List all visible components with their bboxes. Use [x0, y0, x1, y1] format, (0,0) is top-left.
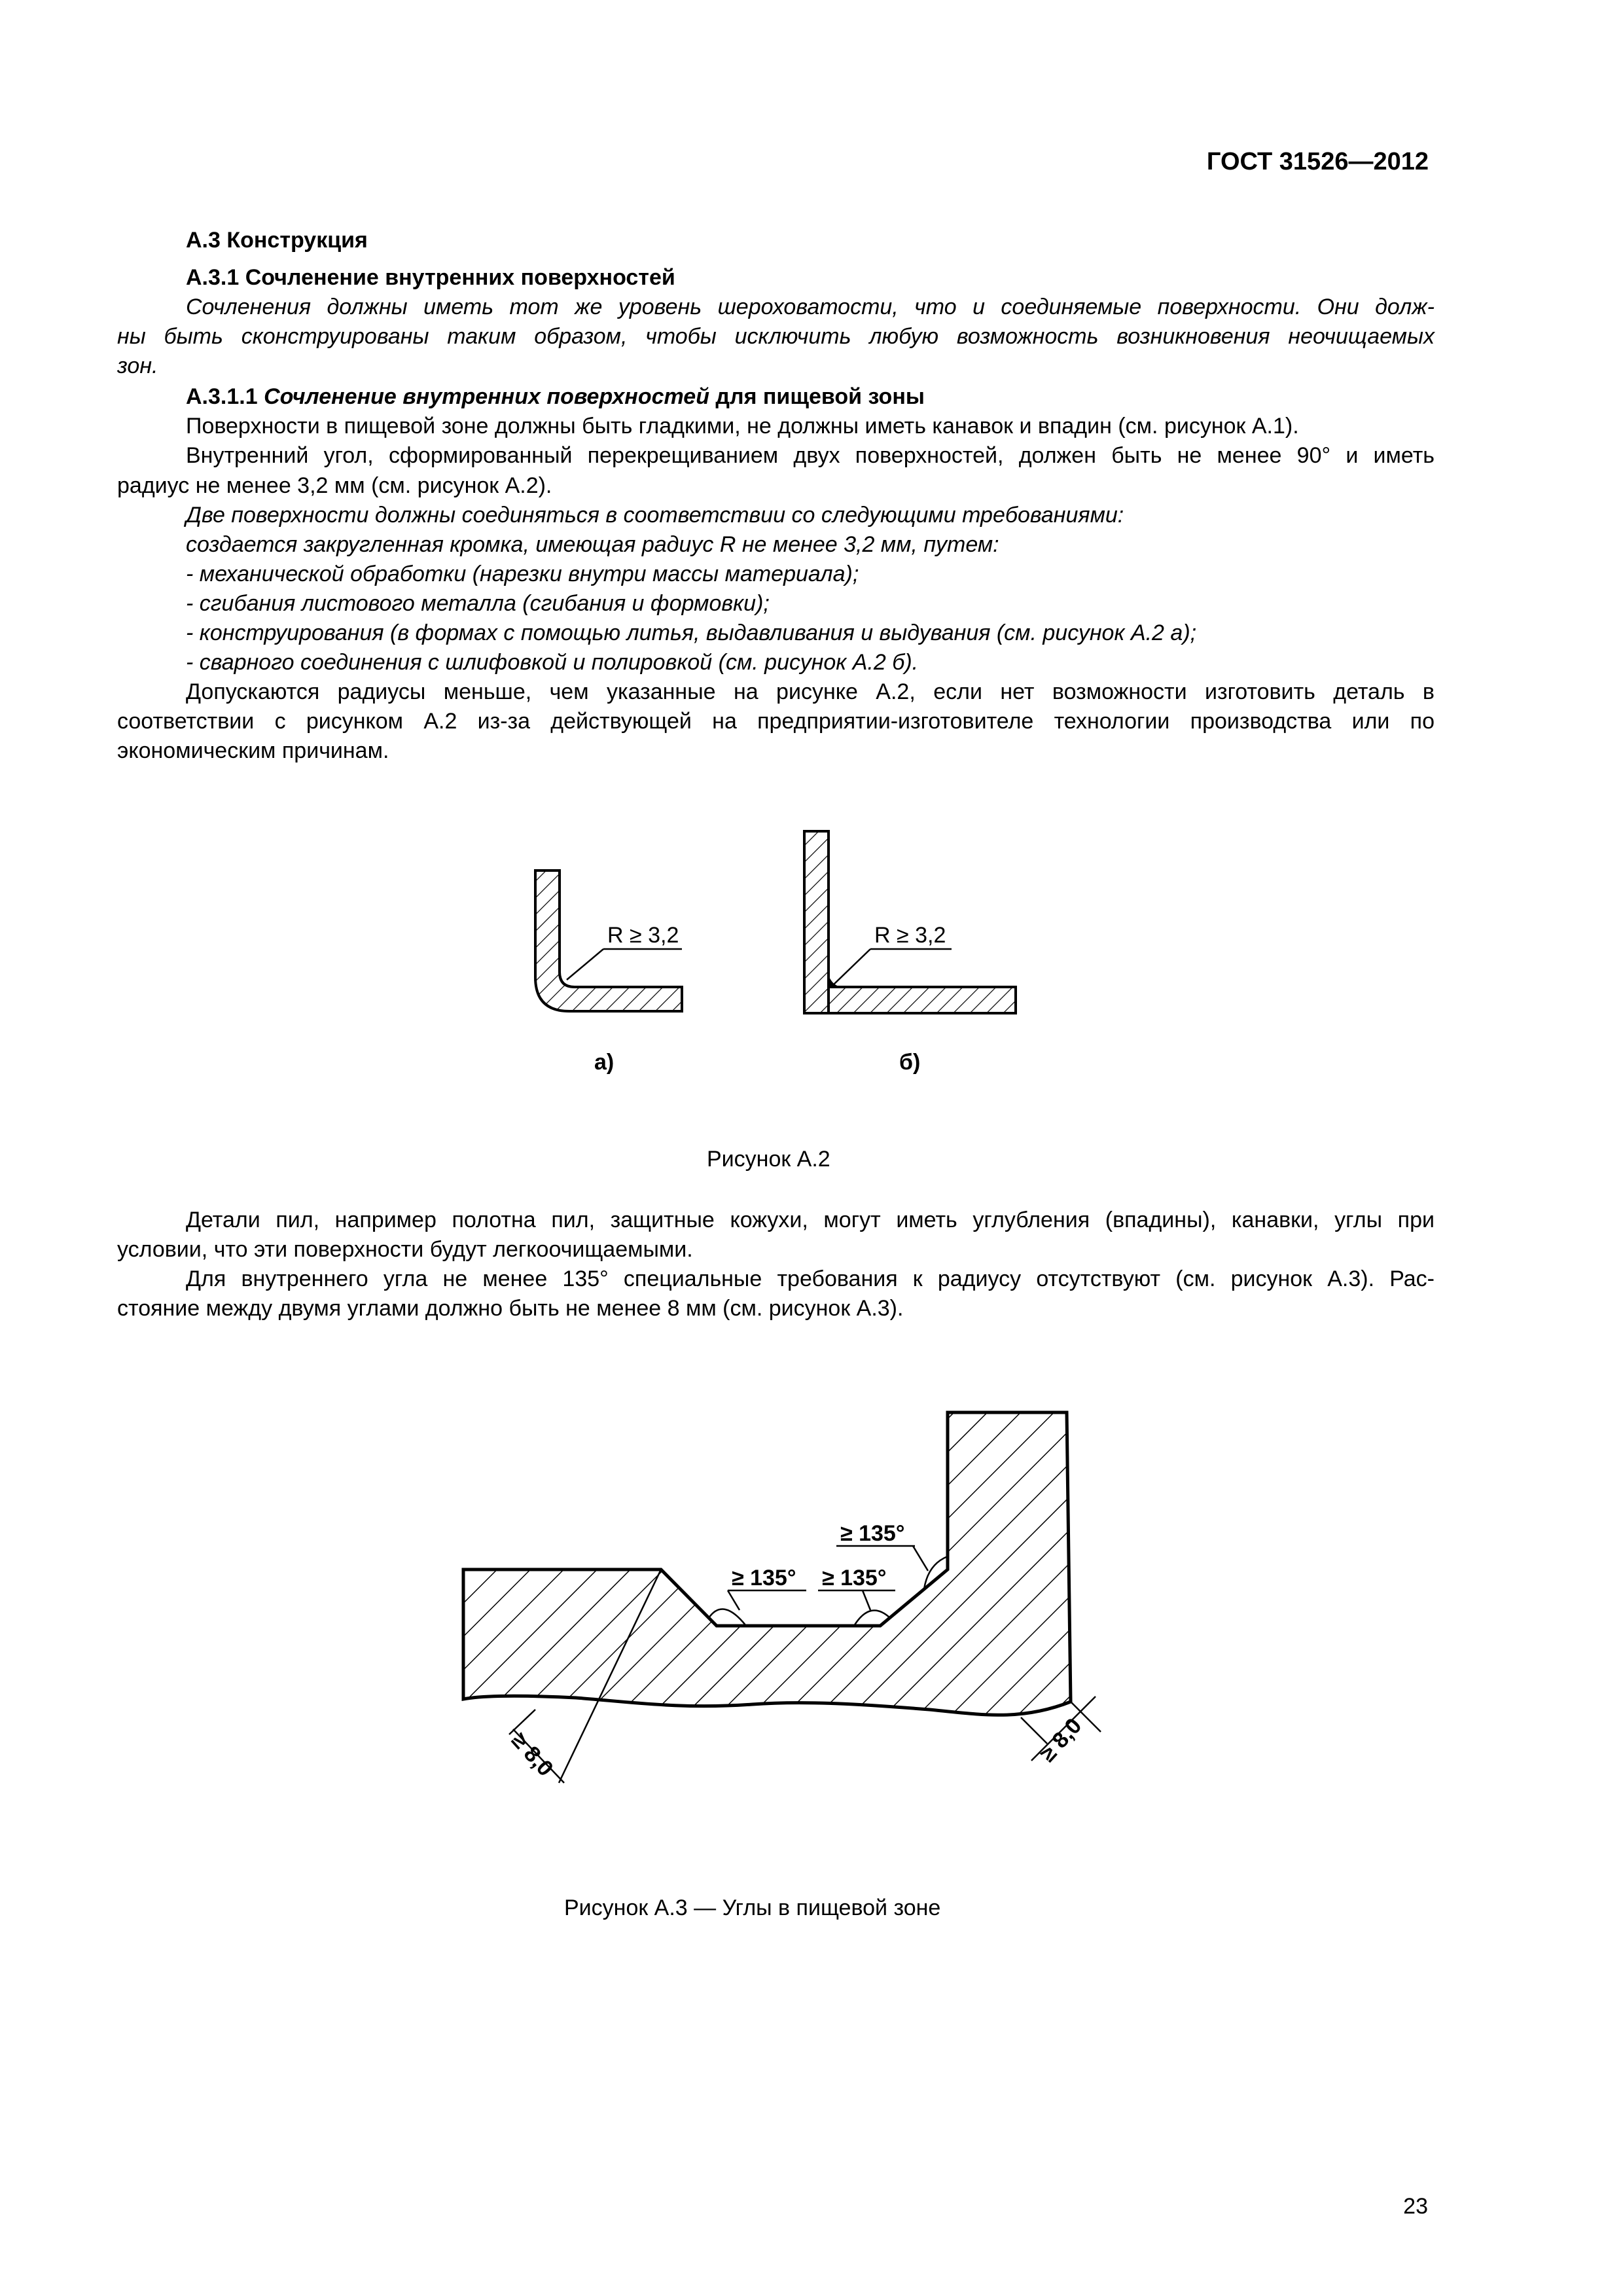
subsubsection-rest: для пищевой зоны	[709, 384, 925, 409]
section-title: А.3 Конструкция	[186, 228, 368, 253]
figure-a2-caption: Рисунок А.2	[707, 1147, 830, 1172]
paragraph-line: Внутренний угол, сформированный перекрещиванием двух поверхностей, должен быть не менее 90° и иметь	[186, 443, 1435, 468]
angle-leader-mid	[863, 1590, 870, 1610]
angle-leader-left	[728, 1590, 740, 1610]
subsection-paragraph-line: Сочленения должны иметь тот же уровень шероховатости, что и соединяемые поверхности. Они долж-	[186, 295, 1435, 319]
dim-label-right: ≥ 8,0	[1035, 1713, 1087, 1767]
page-number: 23	[1403, 2194, 1428, 2219]
requirement-item: - механической обработки (нарезки внутри массы материала);	[186, 562, 859, 586]
requirement-item: - сварного соединения с шлифовкой и полировкой (см. рисунок А.2 б).	[186, 650, 919, 675]
dim-label-left: ≥ 8,0	[507, 1727, 558, 1782]
sublabel-a: а)	[594, 1050, 615, 1075]
figure-a3-caption: Рисунок А.3 — Углы в пищевой зоне	[564, 1895, 941, 1920]
dim-extension-right-2	[1021, 1717, 1047, 1744]
angle-leader-top	[913, 1546, 928, 1571]
subsubsection-italic: Сочленение внутренних поверхностей	[264, 384, 709, 409]
subsection-paragraph-line: ны быть сконструированы таким образом, чтобы исключить любую возможность возникновения неочищаемых	[117, 324, 1435, 349]
paragraph-line: стояние между двумя углами должно быть не менее 8 мм (см. рисунок А.3).	[117, 1296, 904, 1321]
paragraph-line: Для внутреннего угла не менее 135° специальные требования к радиусу отсутствуют (см. рисунок А.3). Рас-	[186, 1266, 1435, 1291]
paragraph-line: экономическим причинам.	[117, 738, 389, 763]
angle-label-top: ≥ 135°	[840, 1521, 905, 1546]
angle-label-left: ≥ 135°	[732, 1566, 796, 1590]
angle-label-mid: ≥ 135°	[822, 1566, 887, 1590]
radius-label-b: R ≥ 3,2	[874, 923, 946, 948]
requirement-item: - конструирования (в формах с помощью литья, выдавливания и выдувания (см. рисунок А.2 а);	[186, 620, 1197, 645]
paragraph-line: Допускаются радиусы меньше, чем указанные на рисунке А.2, если нет возможности изготовить деталь в	[186, 679, 1435, 704]
sublabel-b: б)	[899, 1050, 921, 1075]
requirement-item: - сгибания листового металла (сгибания и формовки);	[186, 591, 770, 616]
radius-label-a: R ≥ 3,2	[607, 923, 679, 948]
paragraph-line: Детали пил, например полотна пил, защитные кожухи, могут иметь углубления (впадины), канавки, углы при	[186, 1208, 1435, 1232]
requirements-rounding: создается закругленная кромка, имеющая радиус R не менее 3,2 мм, путем:	[186, 532, 999, 557]
paragraph-line: радиус не менее 3,2 мм (см. рисунок А.2).	[117, 473, 552, 498]
paragraph-line: Поверхности в пищевой зоне должны быть гладкими, не должны иметь канавок и впадин (см. рисунок А.1).	[186, 414, 1299, 439]
requirements-intro: Две поверхности должны соединяться в соответствии со следующими требованиями:	[186, 503, 1124, 528]
paragraph-line: соответствии с рисунком А.2 из-за действующей на предприятии-изготовителе технологии производства или по	[117, 709, 1435, 734]
document-id: ГОСТ 31526—2012	[1206, 148, 1429, 175]
paragraph-line: условии, что эти поверхности будут легкоочищаемыми.	[117, 1237, 693, 1262]
channel-profile	[463, 1412, 1071, 1715]
subsection-title: А.3.1 Сочленение внутренних поверхностей	[186, 265, 675, 290]
subsubsection-number: А.3.1.1	[186, 384, 264, 409]
subsection-paragraph-line: зон.	[117, 353, 158, 378]
